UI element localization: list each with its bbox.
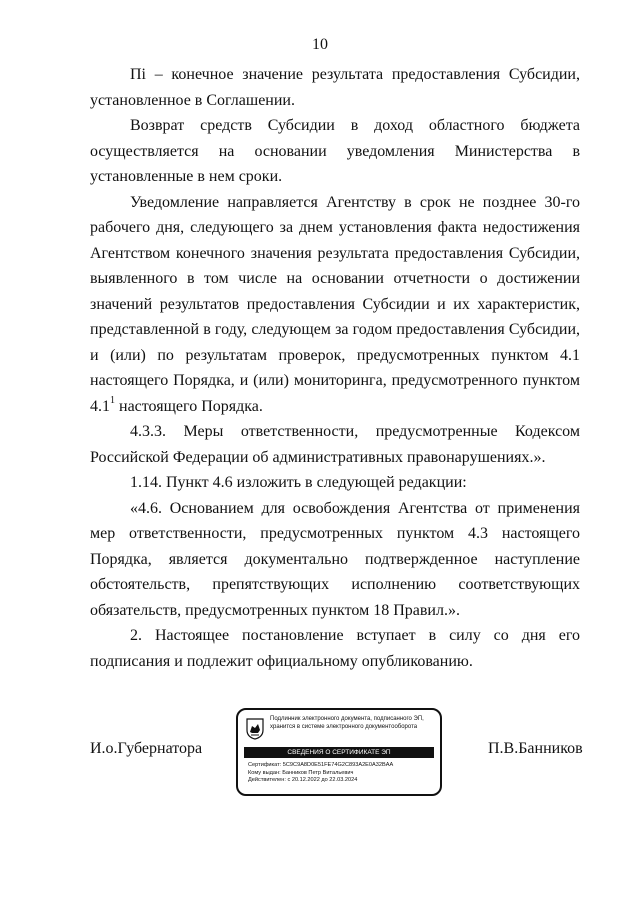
document-body [90, 62, 580, 674]
signatory-position: И.о.Губернатора [90, 740, 203, 757]
coat-of-arms-icon [246, 718, 264, 740]
paragraph-1-14: 1.14. Пункт 4.6 изложить в следующей редакции: [130, 474, 467, 491]
stamp-note: Подлинник электронного документа, подписанного ЭП, хранится в системе электронного документооборота [270, 716, 424, 730]
paragraph-result-definition: Пi – конечное значение результата предоставления Субсидии, установленное в Соглашении. [90, 66, 580, 109]
paragraph-notification-text: Уведомление направляется Агентству в срок не позднее 30-го рабочего дня, следующего за днем установления факта недостижения Агентством конечного значения результата предоставления Субсидии, выявленного в том числе на основании отчетности о достижении значений результатов предоставления Субсидии и их характеристик, представленной в году, следующем за годом предоставления Субсидии, и (или) по результатам проверок, предусмотренных пунктом 4.1 настоящего Порядка, и (или) мониторинга, предусмотренного пунктом 4.1 [90, 193, 580, 415]
signatory-name: П.В.Банников [488, 740, 583, 757]
certificate-owner: Кому выдан: Банников Петр Витальевич [248, 769, 354, 776]
stamp-title: СВЕДЕНИЯ О СЕРТИФИКАТЕ ЭП [244, 747, 434, 758]
certificate-details [248, 762, 438, 785]
paragraph-effective: 2. Настоящее постановление вступает в силу со дня его подписания и подлежит официальному опубликованию. [90, 627, 580, 670]
paragraph-4-3-3: 4.3.3. Меры ответственности, предусмотренные Кодексом Российской Федерации об административных правонарушениях.». [90, 423, 580, 466]
paragraph-refund: Возврат средств Субсидии в доход областного бюджета осуществляется на основании уведомления Министерства в установленные в нем сроки. [90, 117, 580, 185]
certificate-serial: Сертификат: 5C9C9A8D0E51FE74G2C893A2E0A32BAA [248, 762, 394, 768]
paragraph-notification-tail: настоящего Порядка. [115, 397, 263, 415]
footnote-superscript: 1 [110, 395, 115, 407]
paragraph-notification [90, 190, 580, 420]
page-number: 10 [312, 36, 328, 53]
certificate-validity: Действителен: с 20.12.2022 до 22.03.2024 [248, 777, 358, 784]
electronic-signature-stamp [236, 708, 442, 796]
paragraph-4-6: «4.6. Основанием для освобождения Агентства от применения мер ответственности, предусмотренных пунктом 4.3 настоящего Порядка, является документально подтвержденное наступление обстоятельств, препятствующих исполнению соответствующих обязательств, предусмотренных пунктом 18 Правил.». [90, 499, 580, 619]
